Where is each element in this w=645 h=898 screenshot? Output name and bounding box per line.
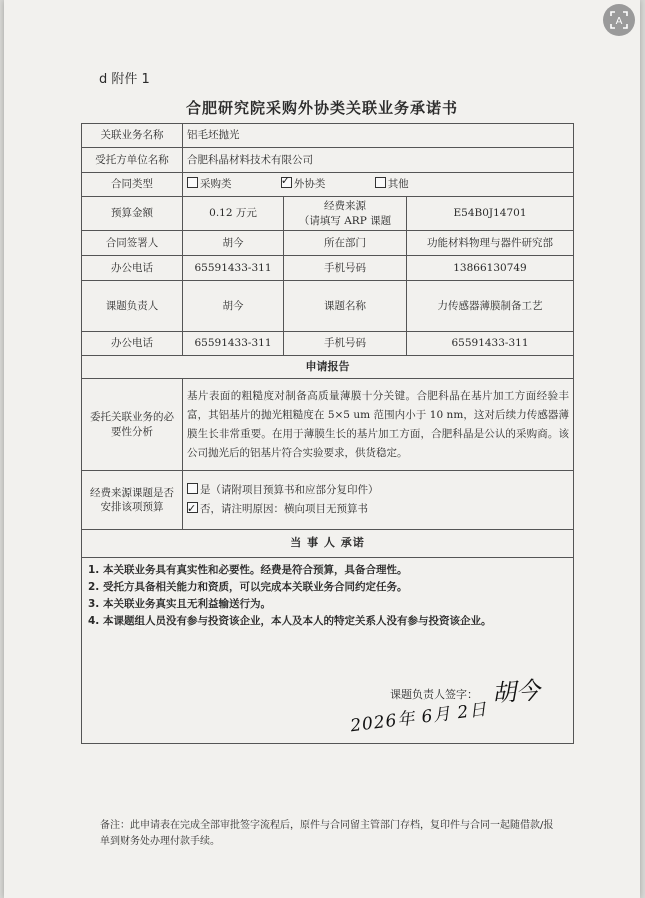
office-phone-2-label: 办公电话 [82, 332, 183, 356]
budget-label: 预算金额 [82, 197, 183, 231]
page-title: 合肥研究院采购外协类关联业务承诺书 [185, 99, 458, 117]
signature-label: 课题负责人签字： [390, 688, 478, 701]
promise-item: 2. 受托方具备相关能力和资质，可以完成本关联业务合同约定任务。 [88, 581, 408, 593]
signature-date: 2026年 6月 2日 [349, 699, 489, 737]
promise-header: 当 事 人 承诺 [82, 530, 574, 558]
handwritten-signature: 胡今 [491, 676, 541, 708]
promise-item: 1. 本关联业务具有真实性和必要性。经费是符合预算，具备合理性。 [88, 564, 408, 576]
promise-list [82, 558, 573, 634]
checkbox-funding-no[interactable] [187, 502, 198, 513]
text-scan-icon[interactable] [603, 4, 635, 36]
budget-value: 0.12 万元 [183, 197, 284, 231]
commitment-form-table [81, 123, 574, 744]
row-application-header [82, 356, 574, 379]
mobile-value: 13866130749 [407, 256, 574, 281]
contract-type-label: 合同类型 [82, 173, 183, 197]
row-project-lead [82, 281, 574, 332]
checkbox-outsourcing[interactable] [281, 177, 292, 188]
necessity-text: 基片表面的粗糙度对制备高质量薄膜十分关键。合肥科晶在基片加工方面经验丰富，其铝基片的抛光粗糙度在 5×5 um 范围内小于 10 nm，这对后续力传感器薄膜生长非常重要。在用于薄膜生长的基片加工方面，合肥科晶是公认的采购商。该公司抛光后的铝基片符合实验要求，供货稳定。 [183, 379, 574, 471]
project-lead-value: 胡今 [183, 281, 284, 332]
row-funding [82, 471, 574, 530]
row-entrusted-unit [82, 148, 574, 173]
funding-source-label: 经费来源 （请填写 ARP 课题 [284, 197, 407, 231]
mobile-2-label: 手机号码 [284, 332, 407, 356]
entrusted-unit-value: 合肥科晶材料技术有限公司 [183, 148, 574, 173]
promise-area [82, 558, 573, 743]
checkbox-purchase[interactable] [187, 177, 198, 188]
funding-options [183, 471, 574, 530]
business-name-value: 铝毛坯抛光 [183, 124, 574, 148]
option-outsourcing[interactable]: ✓ 外协类 [281, 178, 326, 190]
office-phone-label: 办公电话 [82, 256, 183, 281]
project-lead-label: 课题负责人 [82, 281, 183, 332]
application-header: 申请报告 [82, 356, 574, 379]
row-business-name [82, 124, 574, 148]
row-promise [82, 558, 574, 744]
signer-label: 合同签署人 [82, 231, 183, 256]
mobile-2-value: 65591433-311 [407, 332, 574, 356]
option-other[interactable]: 其他 [375, 178, 409, 190]
department-label: 所在部门 [284, 231, 407, 256]
business-name-label: 关联业务名称 [82, 124, 183, 148]
row-necessity [82, 379, 574, 471]
row-office-phone [82, 256, 574, 281]
footnote: 备注：此申请表在完成全部审批签字流程后，原件与合同留主管部门存档，复印件与合同一起随借款/报单到财务处办理付款手续。 [100, 820, 554, 847]
funding-label: 经费来源课题是否安排该项预算 [82, 471, 183, 530]
project-name-label: 课题名称 [284, 281, 407, 332]
office-phone-2-value: 65591433-311 [183, 332, 284, 356]
checkbox-funding-yes[interactable] [187, 483, 198, 494]
mobile-label: 手机号码 [284, 256, 407, 281]
row-contract-type [82, 173, 574, 197]
funding-source-value: E54B0J14701 [407, 197, 574, 231]
checkbox-other[interactable] [375, 177, 386, 188]
option-purchase[interactable]: 采购类 [187, 178, 232, 190]
office-phone-value: 65591433-311 [183, 256, 284, 281]
scan-text-icon [610, 11, 628, 29]
row-office-phone-2 [82, 332, 574, 356]
signer-value: 胡今 [183, 231, 284, 256]
promise-item: 4. 本课题组人员没有参与投资该企业，本人及本人的特定关系人没有参与投资该企业。 [88, 615, 492, 627]
row-promise-header [82, 530, 574, 558]
contract-type-options [183, 173, 574, 197]
promise-cell [82, 558, 574, 744]
promise-item: 3. 本关联业务真实且无利益输送行为。 [88, 598, 271, 610]
document-page [4, 0, 640, 898]
row-signer [82, 231, 574, 256]
row-budget [82, 197, 574, 231]
project-name-value: 力传感器薄膜制备工艺 [407, 281, 574, 332]
funding-yes-option[interactable]: 是（请附项目预算书和应部分复印件） [187, 481, 569, 500]
department-value: 功能材料物理与器件研究部 [407, 231, 574, 256]
attachment-label: d 附件 1 [99, 72, 150, 87]
entrusted-unit-label: 受托方单位名称 [82, 148, 183, 173]
necessity-label: 委托关联业务的必要性分析 [82, 379, 183, 471]
funding-no-option[interactable]: ✓否，请注明原因：横向项目无预算书 [187, 500, 569, 519]
svg-text:A: A [615, 16, 623, 27]
